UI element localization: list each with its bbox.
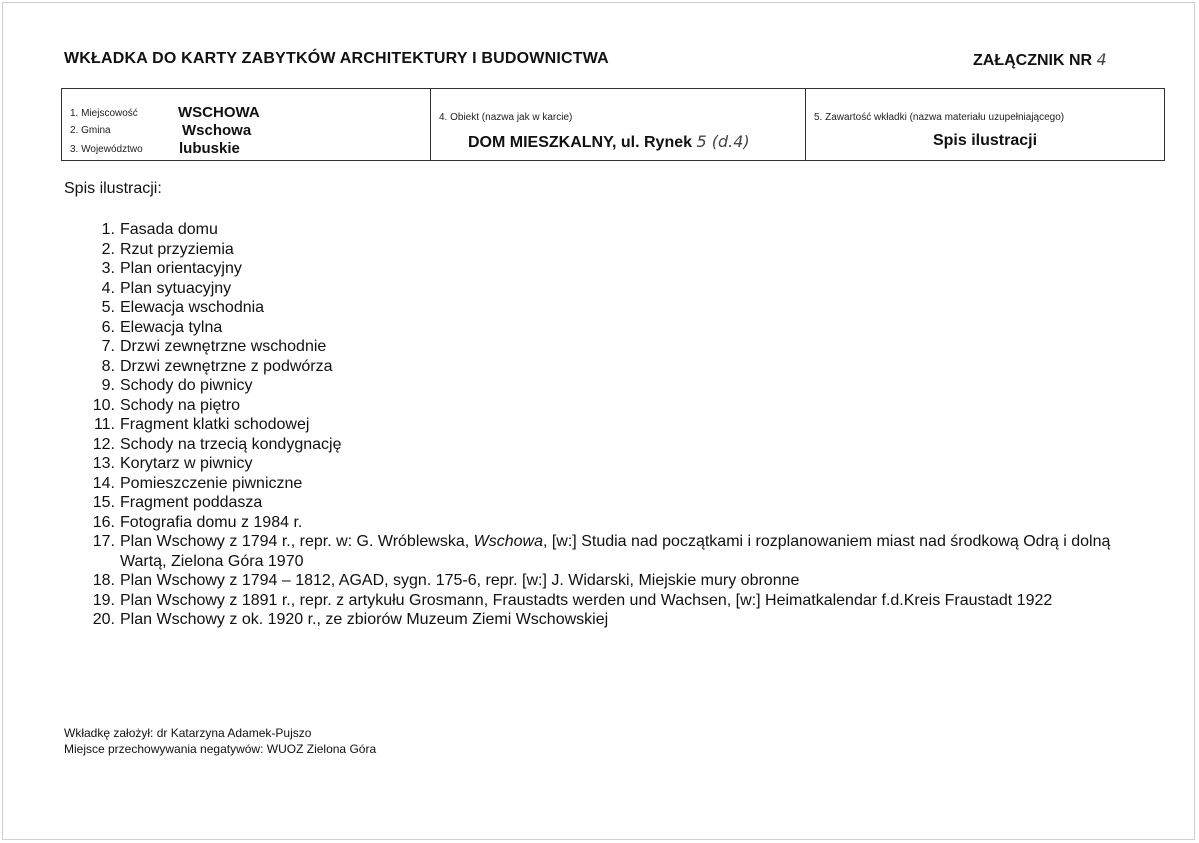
list-item-text-part: Drzwi zewnętrzne z podwórza <box>120 357 333 375</box>
list-item-number: 13. <box>92 455 115 472</box>
list-item <box>85 493 1145 513</box>
list-item-text-part: Schody na trzecią kondygnację <box>120 435 342 453</box>
content-cell <box>806 89 1164 160</box>
list-item <box>85 357 1145 377</box>
list-item-italic-text: Wschowa <box>473 533 543 550</box>
list-item-text <box>120 396 1145 416</box>
list-item <box>85 259 1145 279</box>
list-item-text-part: Elewacja wschodnia <box>120 299 265 316</box>
field-value-miejscowosc: WSCHOWA <box>178 104 260 121</box>
list-item-text-part: Fotografia domu z 1984 r. <box>120 513 303 531</box>
content-value: Spis ilustracji <box>932 132 1038 149</box>
list-item-number: 16. <box>92 513 115 531</box>
list-item <box>85 220 1145 240</box>
list-item-text-part: Pomieszczenie piwniczne <box>120 474 303 492</box>
footer-author: Wkładkę założył: dr Katarzyna Adamek-Pujszo <box>64 726 312 740</box>
list-item <box>85 435 1145 455</box>
field-label-gmina: 2. Gmina <box>70 125 111 136</box>
list-item-text-part: Drzwi zewnętrzne wschodnie <box>120 338 327 355</box>
list-item-number: 20. <box>92 611 115 628</box>
list-item-text-part: Plan Wschowy z 1794 r., repr. w: G. Wróblewska, <box>120 533 474 550</box>
list-item-text-part: Korytarz w piwnicy <box>120 455 253 472</box>
list-item <box>85 532 1145 571</box>
list-item-number: 7. <box>101 338 115 355</box>
list-item-text <box>120 610 1145 630</box>
content-label: 5. Zawartość wkładki (nazwa materiału uzupełniającego) <box>814 112 1065 123</box>
list-item <box>85 474 1145 494</box>
list-item-number: 6. <box>101 318 115 336</box>
list-item-number: 15. <box>92 494 115 511</box>
list-item-number: 18. <box>92 572 115 589</box>
object-value <box>468 132 750 152</box>
field-value-gmina: Wschowa <box>182 122 252 139</box>
list-item-number: 3. <box>101 260 115 277</box>
attachment-label: ZAŁĄCZNIK NR <box>973 52 1093 69</box>
list-item-number: 17. <box>92 533 115 550</box>
list-item-text-part: , [w:] Studia nad początkami i rozplanowaniem miast nad środkową Odrą i dolną Wartą, Zielona Góra 1970 <box>120 533 1111 570</box>
list-item-text-part: Plan Wschowy z 1891 r., repr. z artykułu Grosmann, Fraustadts werden und Wachsen, [w:] Heimatkalendar f.d.Kreis Fraustadt 1922 <box>120 591 1053 609</box>
list-item-text <box>120 220 1145 240</box>
list-item-text-part: Schody do piwnicy <box>120 377 253 394</box>
list-item <box>85 454 1145 474</box>
list-item-text <box>120 357 1145 377</box>
list-item <box>85 279 1145 299</box>
list-item <box>85 513 1145 533</box>
list-item <box>85 610 1145 630</box>
list-item <box>85 376 1145 396</box>
field-value-wojewodztwo: lubuskie <box>179 140 240 157</box>
object-cell <box>431 89 806 160</box>
list-item-number: 12. <box>92 435 115 453</box>
list-item-text <box>120 454 1145 474</box>
list-item-number: 1. <box>101 221 115 238</box>
list-item-number: 11. <box>93 416 115 433</box>
illustration-list <box>85 220 1145 630</box>
list-item-text <box>120 318 1145 338</box>
list-item-text-part: Schody na piętro <box>120 396 241 414</box>
list-item-text <box>120 571 1145 591</box>
list-item <box>85 571 1145 591</box>
list-item-number: 8. <box>101 357 115 375</box>
list-item-text <box>120 513 1145 533</box>
list-item-number: 5. <box>101 299 115 316</box>
list-item-number: 14. <box>92 474 115 492</box>
footer-storage: Miejsce przechowywania negatywów: WUOZ Zielona Góra <box>64 742 377 756</box>
list-item-text-part: Plan Wschowy z 1794 – 1812, AGAD, sygn. 175-6, repr. [w:] J. Widarski, Miejskie mury obronne <box>120 572 800 589</box>
section-title: Spis ilustracji: <box>64 180 162 197</box>
list-item-text-part: Plan sytuacyjny <box>120 279 232 297</box>
list-item-text <box>120 435 1145 455</box>
list-item-number: 10. <box>92 396 115 414</box>
list-item-text <box>120 298 1145 318</box>
list-item-text-part: Fasada domu <box>120 221 218 238</box>
list-item <box>85 240 1145 260</box>
attachment-number <box>973 50 1107 70</box>
list-item-text <box>120 376 1145 396</box>
list-item-text <box>120 591 1145 611</box>
list-item-text-part: Fragment poddasza <box>120 494 263 511</box>
object-handwritten-number: 5 (d.4) <box>696 132 750 151</box>
list-item-number: 19. <box>92 591 115 609</box>
list-item-text <box>120 337 1145 357</box>
object-name: DOM MIESZKALNY, ul. Rynek <box>468 134 693 151</box>
list-item-text <box>120 493 1145 513</box>
header-table <box>61 88 1165 161</box>
field-label-miejscowosc: 1. Miejscowość <box>70 108 138 119</box>
list-item-number: 4. <box>101 279 115 297</box>
list-item <box>85 415 1145 435</box>
field-label-wojewodztwo: 3. Województwo <box>70 144 143 155</box>
list-item-text-part: Fragment klatki schodowej <box>120 416 310 433</box>
list-item-text-part: Plan orientacyjny <box>120 260 242 277</box>
list-item <box>85 337 1145 357</box>
list-item-text-part: Plan Wschowy z ok. 1920 r., ze zbiorów Muzeum Ziemi Wschowskiej <box>120 611 609 628</box>
list-item-text-part: Rzut przyziemia <box>120 240 234 258</box>
list-item-text <box>120 279 1145 299</box>
list-item <box>85 298 1145 318</box>
list-item-number: 9. <box>101 377 115 394</box>
list-item-text <box>120 474 1145 494</box>
attachment-number-handwritten: 4 <box>1096 50 1107 69</box>
list-item-number: 2. <box>101 240 115 258</box>
list-item <box>85 396 1145 416</box>
list-item-text <box>120 240 1145 260</box>
document-title: WKŁADKA DO KARTY ZABYTKÓW ARCHITEKTURY I BUDOWNICTWA <box>64 50 609 67</box>
list-item-text-part: Elewacja tylna <box>120 318 223 336</box>
list-item-text <box>120 259 1145 279</box>
list-item <box>85 591 1145 611</box>
list-item-text <box>120 415 1145 435</box>
list-item-text <box>120 532 1145 571</box>
list-item <box>85 318 1145 338</box>
object-label: 4. Obiekt (nazwa jak w karcie) <box>439 112 573 123</box>
location-cell <box>62 89 431 160</box>
